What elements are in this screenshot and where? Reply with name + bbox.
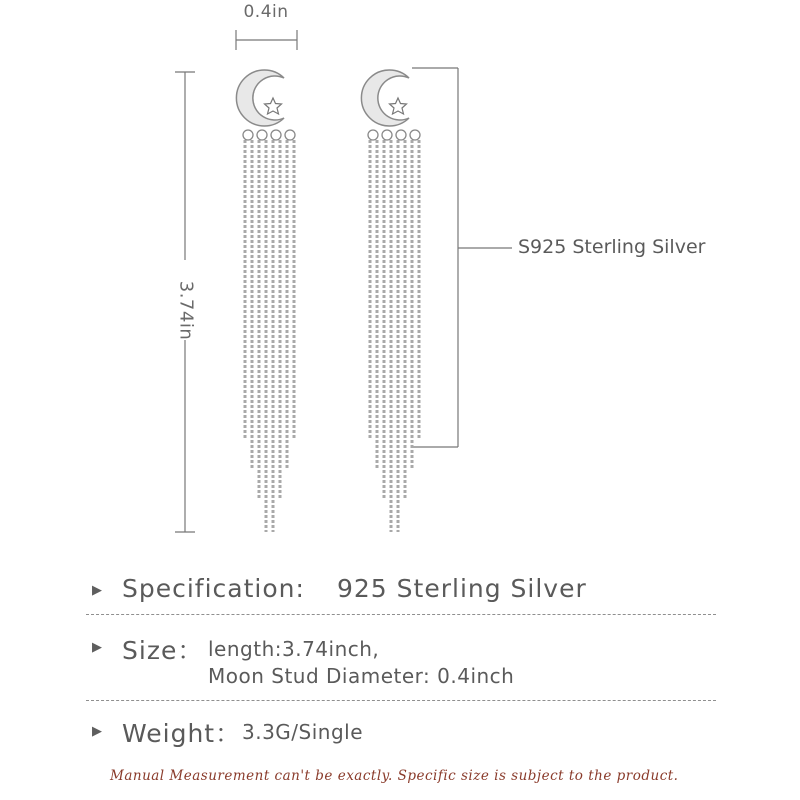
measurement-note: Manual Measurement can't be exactly. Specific size is subject to the product.	[110, 768, 679, 784]
crescent-moon-icon	[361, 70, 409, 126]
weight-label: Weight：	[122, 719, 242, 748]
star-icon	[390, 98, 407, 114]
specification-label: Specification:	[122, 574, 305, 603]
left-earring-icon	[236, 70, 295, 532]
specification-value: 925 Sterling Silver	[337, 574, 587, 603]
bullet-arrow-icon: ▶	[92, 640, 102, 655]
crescent-moon-icon	[236, 70, 284, 126]
star-icon	[265, 98, 282, 114]
size-diameter-value: Moon Stud Diameter: 0.4inch	[208, 664, 515, 688]
width-dimension-label: 0.4in	[243, 2, 289, 22]
weight-value: 3.3G/Single	[242, 720, 364, 744]
size-label: Size：	[122, 636, 204, 665]
bullet-arrow-icon: ▶	[92, 724, 102, 739]
divider	[86, 700, 716, 701]
divider	[86, 614, 716, 615]
material-bracket	[412, 68, 512, 447]
size-length-value: length:3.74inch,	[208, 637, 380, 661]
bullet-arrow-icon: ▶	[92, 583, 102, 598]
right-earring-icon	[361, 70, 420, 532]
length-dimension-label: 3.74in	[175, 280, 197, 341]
width-dimension-line	[236, 30, 297, 50]
material-callout-label: S925 Sterling Silver	[518, 236, 706, 258]
